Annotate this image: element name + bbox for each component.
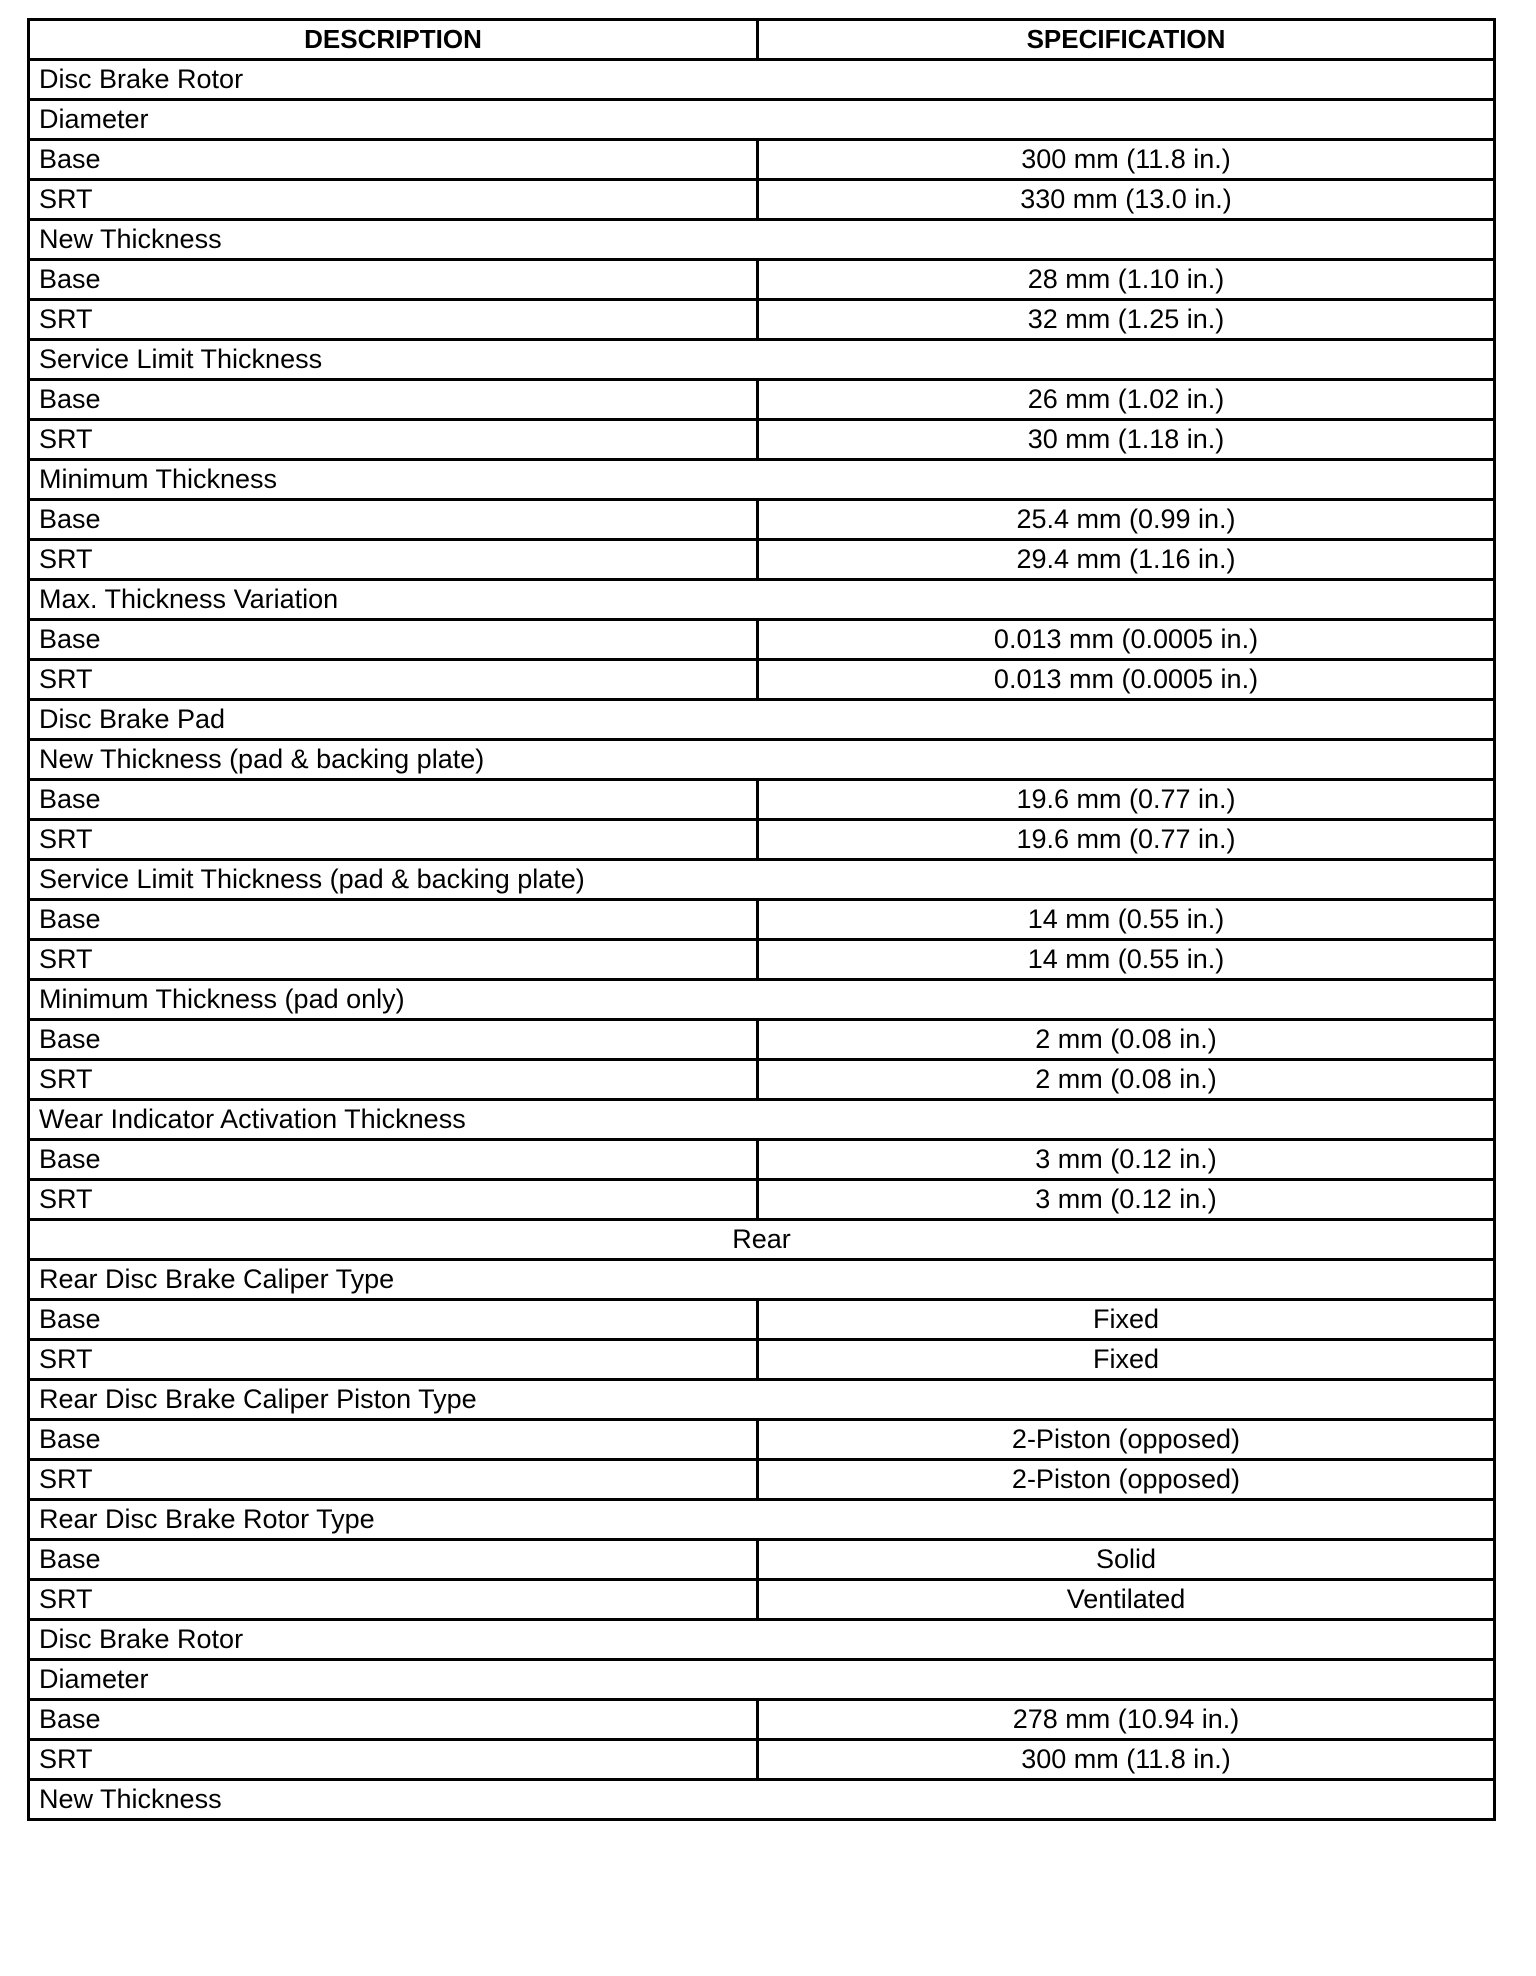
column-header-description: DESCRIPTION [29,20,758,60]
row-specification: 26 mm (1.02 in.) [758,380,1495,420]
table-row [29,420,1495,460]
table-row [29,1380,1495,1420]
table-row [29,1700,1495,1740]
section-label: Service Limit Thickness [29,340,1495,380]
row-description: SRT [29,940,758,980]
spec-table [27,18,1496,1821]
row-specification: 32 mm (1.25 in.) [758,300,1495,340]
section-label: Wear Indicator Activation Thickness [29,1100,1495,1140]
table-row [29,780,1495,820]
table-row [29,460,1495,500]
table-row [29,1180,1495,1220]
table-row [29,260,1495,300]
row-description: Base [29,1540,758,1580]
section-label: Rear Disc Brake Rotor Type [29,1500,1495,1540]
section-label: New Thickness [29,220,1495,260]
section-label: Max. Thickness Variation [29,580,1495,620]
table-row [29,1660,1495,1700]
section-label: Disc Brake Rotor [29,1620,1495,1660]
section-label: Minimum Thickness [29,460,1495,500]
row-specification: 2 mm (0.08 in.) [758,1060,1495,1100]
row-specification: 25.4 mm (0.99 in.) [758,500,1495,540]
table-row [29,1340,1495,1380]
table-row [29,1060,1495,1100]
row-specification: 30 mm (1.18 in.) [758,420,1495,460]
section-label: Diameter [29,1660,1495,1700]
row-specification: Fixed [758,1340,1495,1380]
section-label: Disc Brake Pad [29,700,1495,740]
table-row [29,1620,1495,1660]
section-label: Rear Disc Brake Caliper Type [29,1260,1495,1300]
table-row [29,580,1495,620]
row-specification: 2-Piston (opposed) [758,1420,1495,1460]
row-description: Base [29,620,758,660]
row-description: SRT [29,1740,758,1780]
row-specification: 278 mm (10.94 in.) [758,1700,1495,1740]
section-label: Minimum Thickness (pad only) [29,980,1495,1020]
table-row [29,1420,1495,1460]
column-header-specification: SPECIFICATION [758,20,1495,60]
row-specification: 3 mm (0.12 in.) [758,1140,1495,1180]
row-specification: 19.6 mm (0.77 in.) [758,820,1495,860]
row-description: SRT [29,1340,758,1380]
row-specification: 29.4 mm (1.16 in.) [758,540,1495,580]
table-row [29,340,1495,380]
row-specification: 0.013 mm (0.0005 in.) [758,660,1495,700]
table-row [29,60,1495,100]
table-row [29,1260,1495,1300]
table-row [29,1500,1495,1540]
table-row [29,1300,1495,1340]
table-row [29,1020,1495,1060]
table-row [29,540,1495,580]
group-heading: Rear [29,1220,1495,1260]
row-description: Base [29,1700,758,1740]
section-label: New Thickness [29,1780,1495,1820]
row-specification: 2-Piston (opposed) [758,1460,1495,1500]
row-description: Base [29,1420,758,1460]
table-row [29,940,1495,980]
table-row [29,1580,1495,1620]
row-specification: 330 mm (13.0 in.) [758,180,1495,220]
row-specification: 300 mm (11.8 in.) [758,1740,1495,1780]
row-specification: Ventilated [758,1580,1495,1620]
table-row [29,140,1495,180]
row-description: SRT [29,1460,758,1500]
row-description: SRT [29,540,758,580]
row-specification: 0.013 mm (0.0005 in.) [758,620,1495,660]
row-specification: 2 mm (0.08 in.) [758,1020,1495,1060]
row-specification: 28 mm (1.10 in.) [758,260,1495,300]
row-description: SRT [29,1580,758,1620]
row-description: SRT [29,660,758,700]
table-row [29,820,1495,860]
row-description: Base [29,380,758,420]
table-row [29,860,1495,900]
table-header-row [29,20,1495,60]
section-label: Diameter [29,100,1495,140]
table-row [29,1780,1495,1820]
row-specification: Solid [758,1540,1495,1580]
row-specification: 300 mm (11.8 in.) [758,140,1495,180]
table-row [29,1140,1495,1180]
row-description: Base [29,1300,758,1340]
table-row [29,1100,1495,1140]
row-description: Base [29,140,758,180]
section-label: Service Limit Thickness (pad & backing plate) [29,860,1495,900]
table-body [29,60,1495,1820]
row-description: SRT [29,300,758,340]
table-row [29,100,1495,140]
row-description: Base [29,780,758,820]
table-row [29,1460,1495,1500]
row-description: Base [29,900,758,940]
table-row [29,980,1495,1020]
row-specification: Fixed [758,1300,1495,1340]
table-row [29,900,1495,940]
table-row [29,180,1495,220]
table-row [29,380,1495,420]
row-description: SRT [29,1180,758,1220]
row-description: Base [29,1020,758,1060]
table-row [29,300,1495,340]
row-specification: 14 mm (0.55 in.) [758,940,1495,980]
table-row [29,500,1495,540]
row-description: SRT [29,180,758,220]
table-row [29,700,1495,740]
row-description: SRT [29,1060,758,1100]
row-description: Base [29,260,758,300]
section-label: New Thickness (pad & backing plate) [29,740,1495,780]
row-description: Base [29,500,758,540]
row-specification: 14 mm (0.55 in.) [758,900,1495,940]
table-row [29,1540,1495,1580]
row-description: SRT [29,420,758,460]
table-row [29,220,1495,260]
table-row [29,620,1495,660]
row-specification: 3 mm (0.12 in.) [758,1180,1495,1220]
row-description: SRT [29,820,758,860]
table-row [29,1740,1495,1780]
row-description: Base [29,1140,758,1180]
section-label: Rear Disc Brake Caliper Piston Type [29,1380,1495,1420]
table-row [29,1220,1495,1260]
section-label: Disc Brake Rotor [29,60,1495,100]
row-specification: 19.6 mm (0.77 in.) [758,780,1495,820]
table-row [29,740,1495,780]
table-row [29,660,1495,700]
